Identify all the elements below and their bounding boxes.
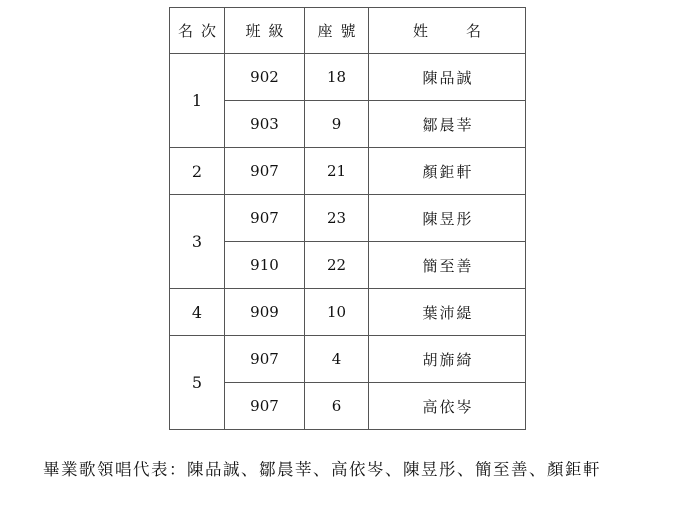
class-cell: 902 — [225, 54, 305, 101]
class-cell: 907 — [225, 195, 305, 242]
table-row — [170, 54, 526, 101]
table-row — [170, 289, 526, 336]
class-cell: 907 — [225, 383, 305, 430]
table-header — [170, 8, 526, 54]
name-cell: 胡旆綺 — [369, 336, 526, 383]
seat-cell: 21 — [305, 148, 369, 195]
class-cell: 907 — [225, 336, 305, 383]
seat-cell: 23 — [305, 195, 369, 242]
rank-cell: 5 — [170, 336, 225, 430]
header-class: 班級 — [225, 8, 305, 54]
name-cell: 陳品誠 — [369, 54, 526, 101]
table-body — [170, 54, 526, 430]
name-cell: 鄒晨莘 — [369, 101, 526, 148]
class-cell: 903 — [225, 101, 305, 148]
lead-singers-note: 畢業歌領唱代表：陳品誠、鄒晨莘、高依岑、陳昱彤、簡至善、顏鉅軒 — [43, 460, 601, 479]
header-name: 姓名 — [369, 8, 526, 54]
seat-cell: 10 — [305, 289, 369, 336]
class-cell: 910 — [225, 242, 305, 289]
header-row — [170, 8, 526, 54]
name-cell: 簡至善 — [369, 242, 526, 289]
name-cell: 葉沛緹 — [369, 289, 526, 336]
table-row — [170, 195, 526, 242]
rank-cell: 4 — [170, 289, 225, 336]
class-cell: 909 — [225, 289, 305, 336]
table-row — [170, 336, 526, 383]
name-cell: 陳昱彤 — [369, 195, 526, 242]
seat-cell: 4 — [305, 336, 369, 383]
header-seat: 座號 — [305, 8, 369, 54]
rank-cell: 3 — [170, 195, 225, 289]
ranking-table — [169, 7, 526, 430]
seat-cell: 18 — [305, 54, 369, 101]
rank-cell: 2 — [170, 148, 225, 195]
header-rank: 名次 — [170, 8, 225, 54]
class-cell: 907 — [225, 148, 305, 195]
seat-cell: 9 — [305, 101, 369, 148]
name-cell: 顏鉅軒 — [369, 148, 526, 195]
rank-cell: 1 — [170, 54, 225, 148]
name-cell: 高依岑 — [369, 383, 526, 430]
seat-cell: 22 — [305, 242, 369, 289]
seat-cell: 6 — [305, 383, 369, 430]
table-row — [170, 148, 526, 195]
